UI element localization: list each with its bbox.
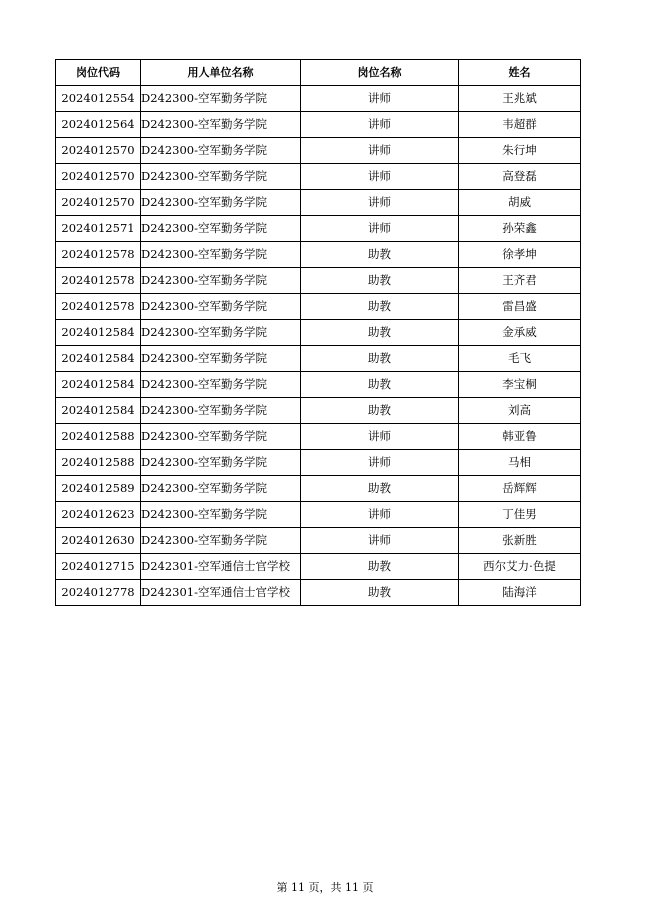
employer-cell: D242300-空军勤务学院 [141, 190, 301, 216]
person-name-cell: 马相 [459, 450, 581, 476]
table-row [56, 398, 581, 424]
table-row [56, 216, 581, 242]
employer-cell: D242300-空军勤务学院 [141, 320, 301, 346]
post-name-cell: 助教 [301, 580, 459, 606]
post-name-cell: 讲师 [301, 450, 459, 476]
post-code-cell: 2024012630 [56, 528, 141, 554]
post-code-cell: 2024012778 [56, 580, 141, 606]
post-name-cell: 讲师 [301, 86, 459, 112]
person-name-cell: 李宝桐 [459, 372, 581, 398]
table-row [56, 242, 581, 268]
table-body [56, 86, 581, 606]
table-row [56, 424, 581, 450]
post-name-cell: 助教 [301, 554, 459, 580]
post-code-cell: 2024012584 [56, 320, 141, 346]
post-name-cell: 助教 [301, 268, 459, 294]
post-name-cell: 讲师 [301, 164, 459, 190]
person-name-cell: 陆海洋 [459, 580, 581, 606]
table-row [56, 450, 581, 476]
table-row [56, 554, 581, 580]
post-code-cell: 2024012571 [56, 216, 141, 242]
person-name-cell: 胡威 [459, 190, 581, 216]
table-row [56, 320, 581, 346]
person-name-cell: 刘高 [459, 398, 581, 424]
post-name-cell: 助教 [301, 346, 459, 372]
person-name-cell: 丁佳男 [459, 502, 581, 528]
post-name-cell: 助教 [301, 242, 459, 268]
person-name-cell: 孙荣鑫 [459, 216, 581, 242]
person-name-cell: 高登磊 [459, 164, 581, 190]
employer-cell: D242300-空军勤务学院 [141, 112, 301, 138]
employer-cell: D242301-空军通信士官学校 [141, 554, 301, 580]
post-name-cell: 讲师 [301, 216, 459, 242]
post-code-cell: 2024012623 [56, 502, 141, 528]
post-name-cell: 讲师 [301, 190, 459, 216]
employer-cell: D242300-空军勤务学院 [141, 242, 301, 268]
table-row [56, 190, 581, 216]
table-row [56, 346, 581, 372]
employer-cell: D242300-空军勤务学院 [141, 164, 301, 190]
employer-cell: D242300-空军勤务学院 [141, 398, 301, 424]
table-row [56, 268, 581, 294]
post-code-cell: 2024012570 [56, 190, 141, 216]
post-code-cell: 2024012584 [56, 398, 141, 424]
person-name-cell: 张新胜 [459, 528, 581, 554]
employer-cell: D242300-空军勤务学院 [141, 294, 301, 320]
table-row [56, 112, 581, 138]
table-row [56, 580, 581, 606]
post-name-cell: 讲师 [301, 424, 459, 450]
employer-cell: D242300-空军勤务学院 [141, 476, 301, 502]
post-code-cell: 2024012554 [56, 86, 141, 112]
employer-cell: D242300-空军勤务学院 [141, 86, 301, 112]
header-post-name: 岗位名称 [301, 60, 459, 86]
employer-cell: D242300-空军勤务学院 [141, 138, 301, 164]
post-code-cell: 2024012588 [56, 424, 141, 450]
post-code-cell: 2024012570 [56, 164, 141, 190]
table-row [56, 86, 581, 112]
post-name-cell: 助教 [301, 320, 459, 346]
header-person-name: 姓名 [459, 60, 581, 86]
post-code-cell: 2024012570 [56, 138, 141, 164]
person-name-cell: 西尔艾力·色提 [459, 554, 581, 580]
header-employer-name: 用人单位名称 [141, 60, 301, 86]
person-name-cell: 金承威 [459, 320, 581, 346]
post-code-cell: 2024012578 [56, 242, 141, 268]
post-code-cell: 2024012588 [56, 450, 141, 476]
post-code-cell: 2024012578 [56, 294, 141, 320]
post-code-cell: 2024012564 [56, 112, 141, 138]
person-name-cell: 岳辉辉 [459, 476, 581, 502]
post-code-cell: 2024012584 [56, 372, 141, 398]
table-row [56, 528, 581, 554]
employer-cell: D242300-空军勤务学院 [141, 424, 301, 450]
post-name-cell: 讲师 [301, 502, 459, 528]
header-post-code: 岗位代码 [56, 60, 141, 86]
person-name-cell: 韩亚鲁 [459, 424, 581, 450]
employer-cell: D242300-空军勤务学院 [141, 528, 301, 554]
table-row [56, 476, 581, 502]
table-header [56, 60, 581, 86]
post-code-cell: 2024012715 [56, 554, 141, 580]
post-code-cell: 2024012578 [56, 268, 141, 294]
employer-cell: D242301-空军通信士官学校 [141, 580, 301, 606]
header-row [56, 60, 581, 86]
employer-cell: D242300-空军勤务学院 [141, 216, 301, 242]
post-name-cell: 讲师 [301, 112, 459, 138]
post-name-cell: 助教 [301, 294, 459, 320]
person-name-cell: 王齐君 [459, 268, 581, 294]
table-row [56, 372, 581, 398]
table-row [56, 294, 581, 320]
employer-cell: D242300-空军勤务学院 [141, 372, 301, 398]
roster-table [55, 59, 581, 606]
post-name-cell: 讲师 [301, 528, 459, 554]
page-footer: 第 11 页，共 11 页 [276, 881, 374, 894]
person-name-cell: 韦超群 [459, 112, 581, 138]
person-name-cell: 徐孝坤 [459, 242, 581, 268]
person-name-cell: 雷昌盛 [459, 294, 581, 320]
post-name-cell: 助教 [301, 398, 459, 424]
table-row [56, 164, 581, 190]
person-name-cell: 王兆斌 [459, 86, 581, 112]
employer-cell: D242300-空军勤务学院 [141, 502, 301, 528]
employer-cell: D242300-空军勤务学院 [141, 268, 301, 294]
post-code-cell: 2024012584 [56, 346, 141, 372]
employer-cell: D242300-空军勤务学院 [141, 450, 301, 476]
post-code-cell: 2024012589 [56, 476, 141, 502]
post-name-cell: 讲师 [301, 138, 459, 164]
table-row [56, 138, 581, 164]
person-name-cell: 毛飞 [459, 346, 581, 372]
table-row [56, 502, 581, 528]
employer-cell: D242300-空军勤务学院 [141, 346, 301, 372]
person-name-cell: 朱行坤 [459, 138, 581, 164]
post-name-cell: 助教 [301, 476, 459, 502]
post-name-cell: 助教 [301, 372, 459, 398]
